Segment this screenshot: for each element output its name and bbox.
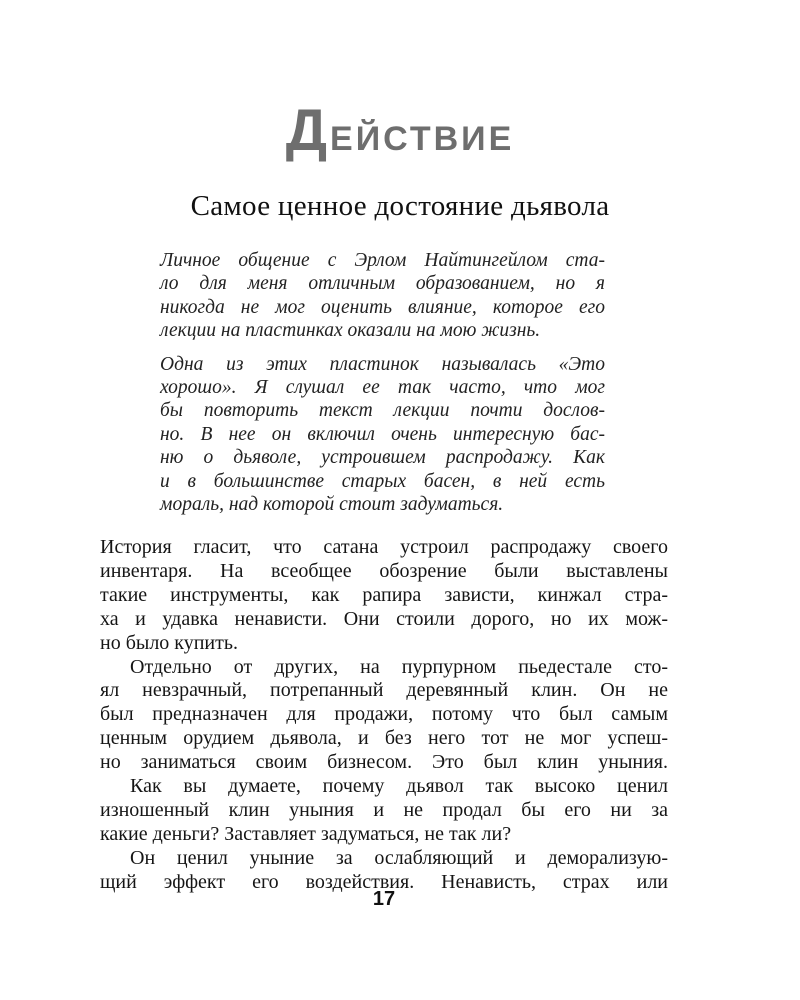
- epigraph-paragraph-2: [160, 353, 605, 517]
- body-line: Как вы думаете, почему дьявол так высоко ценил: [130, 775, 668, 798]
- epigraph-line: никогда не мог оценить влияние, которое его: [160, 296, 605, 318]
- body-line: изношенный клин уныния и не продал бы его ни за: [100, 798, 668, 821]
- body-line: но было купить.: [100, 631, 238, 654]
- body-line: Отдельно от других, на пурпурном пьедестале сто-: [130, 655, 668, 678]
- epigraph-line: хорошо». Я слушал ее так часто, что мог: [160, 377, 605, 399]
- body-line: щий эффект его воздействия. Ненависть, страх или: [100, 870, 668, 893]
- body-line: ял невзрачный, потрепанный деревянный клин. Он не: [100, 679, 668, 702]
- epigraph-line: мораль, над которой стоит задуматься.: [160, 494, 504, 516]
- epigraph: [160, 249, 605, 526]
- chapter-title: [0, 98, 800, 163]
- body-line: был предназначен для продажи, потому что был самым: [100, 703, 668, 726]
- body-line: История гласит, что сатана устроил распродажу своего: [100, 536, 668, 558]
- body-text: [100, 536, 668, 895]
- section-title: Самое ценное достояние дьявола: [190, 190, 610, 222]
- epigraph-line: ло для меня отличным образованием, но я: [160, 273, 605, 295]
- body-line: такие инструменты, как рапира зависти, кинжал стра-: [100, 583, 668, 606]
- page-number: 17: [372, 888, 396, 910]
- epigraph-paragraph-1: [160, 249, 605, 343]
- chapter-title-rest: ЕЙСТВИЕ: [330, 120, 515, 158]
- epigraph-line: лекции на пластинках оказали на мою жизнь.: [160, 320, 541, 342]
- epigraph-line: бы повторить текст лекции почти дослов-: [160, 400, 605, 422]
- epigraph-line: Личное общение с Эрлом Найтингейлом ста-: [160, 250, 605, 271]
- body-line: какие деньги? Заставляет задуматься, не так ли?: [100, 822, 512, 845]
- body-line: ха и удавка ненависти. Они стоили дорого, но их мож-: [100, 607, 668, 630]
- body-line: инвентаря. На всеобщее обозрение были выставлены: [100, 559, 668, 582]
- epigraph-line: и в большинстве старых басен, в ней есть: [160, 470, 605, 492]
- body-line: но заниматься своим бизнесом. Это был клин уныния.: [100, 751, 668, 774]
- chapter-title-initial: Д: [285, 98, 331, 163]
- body-line: ценным орудием дьявола, и без него тот не мог успеш-: [100, 727, 668, 750]
- body-line: Он ценил уныние за ослабляющий и деморализую-: [130, 846, 668, 869]
- epigraph-line: Одна из этих пластинок называлась «Это: [160, 353, 605, 375]
- epigraph-line: но. В нее он включил очень интересную бас-: [160, 423, 605, 445]
- epigraph-line: ню о дьяволе, устроившем распродажу. Как: [160, 447, 605, 469]
